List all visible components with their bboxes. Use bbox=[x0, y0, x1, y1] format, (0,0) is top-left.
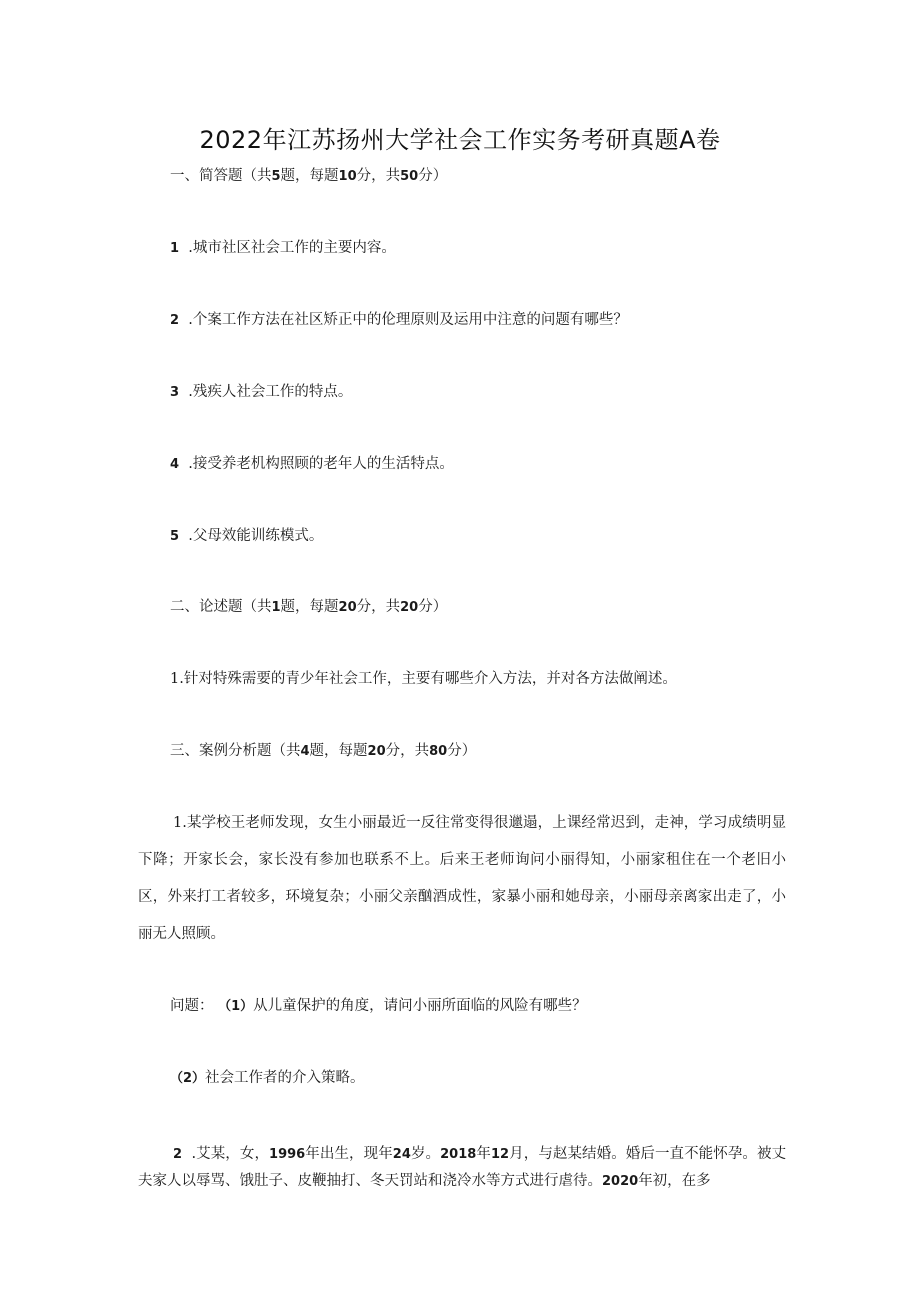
section1-each: 10 bbox=[338, 169, 357, 184]
essay-question: 1.针对特殊需要的青少年社会工作，主要有哪些介入方法，并对各方法做阐述。 bbox=[170, 671, 677, 687]
case-2-paragraph: 2 .艾某，女，1996年出生，现年24岁。2018年12月，与赵某结婚。婚后一直不能怀孕。被丈夫家人以辱骂、饿肚子、皮鞭抽打、冬天罚站和浇冷水等方式进行虐待。2020年初，在多 bbox=[138, 1146, 787, 1189]
question-2: 2 .个案工作方法在社区矫正中的伦理原则及运用中注意的问题有哪些？ bbox=[170, 312, 628, 328]
question-5: 5 .父母效能训练模式。 bbox=[170, 528, 324, 544]
section1-heading: 一、简答题（共5题，每题10分，共50分） bbox=[170, 168, 448, 184]
case-1-question-1: 问题： （1）从儿童保护的角度，请问小丽所面临的风险有哪些？ bbox=[170, 998, 587, 1014]
section2-total: 20 bbox=[400, 600, 419, 615]
case-1-paragraph: 1.某学校王老师发现，女生小丽最近一反往常变得很邋遢，上课经常迟到，走神，学习成绩明显下降；开家长会，家长没有参加也联系不上。后来王老师询问小丽得知，小丽家租住在一个老旧小区，外来打工者较多，环境复杂；小丽父亲酗酒成性，家暴小丽和她母亲，小丽母亲离家出走了，小丽无人照顾。 bbox=[138, 815, 786, 942]
question-3: 3 .残疾人社会工作的特点。 bbox=[170, 384, 353, 400]
section3-count: 4 bbox=[300, 744, 310, 759]
section3-each: 20 bbox=[367, 744, 386, 759]
question-1: 1 .城市社区社会工作的主要内容。 bbox=[170, 240, 396, 256]
section3-total: 80 bbox=[429, 744, 448, 759]
page-title: 2022年江苏扬州大学社会工作实务考研真题A卷 bbox=[199, 126, 721, 154]
section2-each: 20 bbox=[338, 600, 357, 615]
section2-count: 1 bbox=[271, 600, 281, 615]
case-1-question-2: （2）社会工作者的介入策略。 bbox=[170, 1070, 365, 1086]
section1-total: 50 bbox=[400, 169, 419, 184]
section1-count: 5 bbox=[271, 169, 281, 184]
question-4: 4 .接受养老机构照顾的老年人的生活特点。 bbox=[170, 456, 454, 472]
section3-heading: 三、案例分析题（共4题，每题20分，共80分） bbox=[170, 743, 477, 759]
section2-heading: 二、论述题（共1题，每题20分，共20分） bbox=[170, 599, 448, 615]
